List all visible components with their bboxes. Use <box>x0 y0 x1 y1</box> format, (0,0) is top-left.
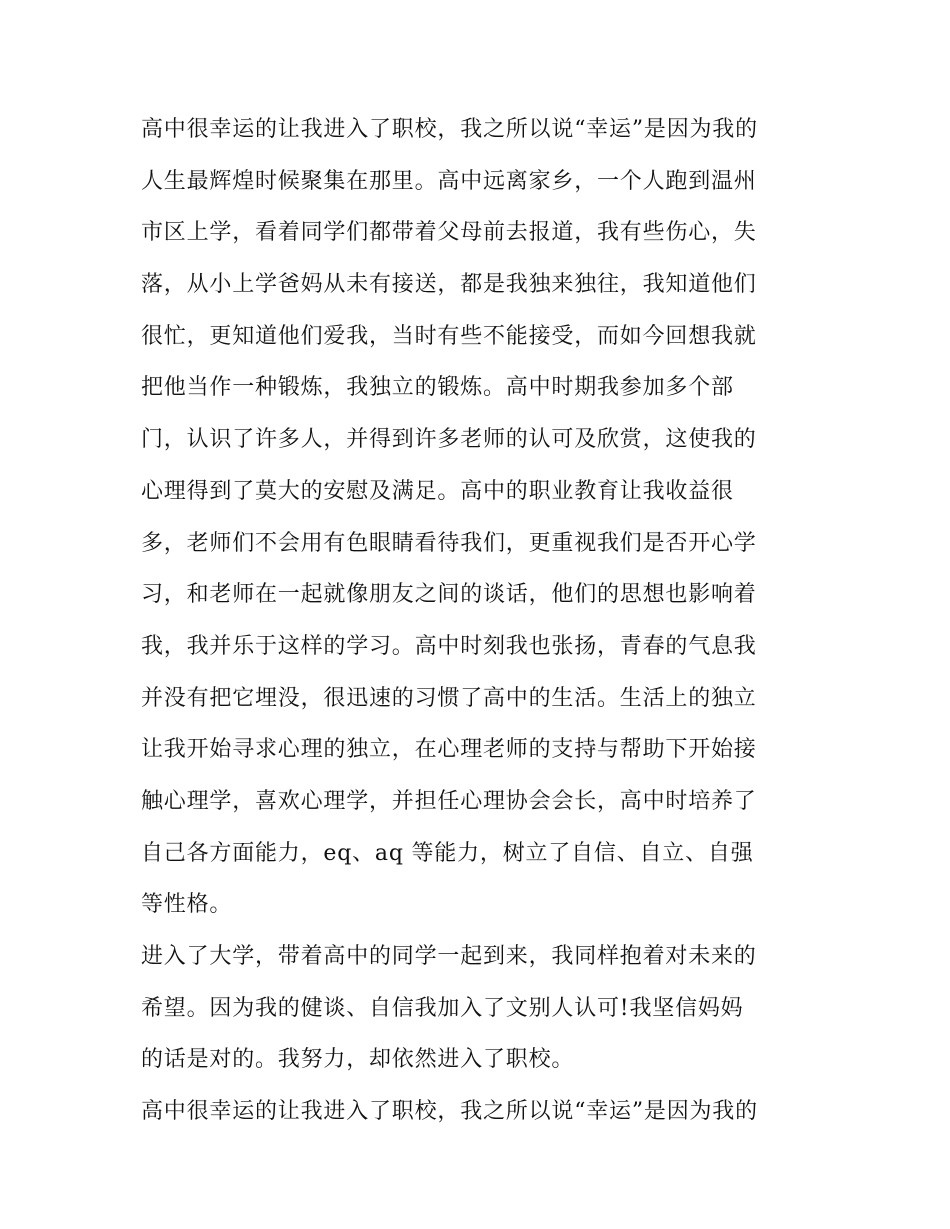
text-line: 很忙，更知道他们爱我，当时有些不能接受，而如今回想我就 <box>141 323 757 349</box>
document-body <box>141 104 831 1138</box>
text-line: 进入了大学，带着高中的同学一起到来，我同样抱着对未来的 <box>141 944 757 969</box>
text-line: 并没有把它埋没，很迅速的习惯了高中的生活。生活上的独立 <box>141 685 757 711</box>
text-line: 人生最辉煌时候聚集在那里。高中远离家乡，一个人跑到温州 <box>141 168 757 194</box>
text-line: 高中很幸运的让我进入了职校，我之所以说“幸运”是因为我的 <box>141 117 758 142</box>
text-line: 的话是对的。我努力，却依然进入了职校。 <box>141 1047 575 1073</box>
text-line: 希望。因为我的健谈、自信我加入了文别人认可!我坚信妈妈 <box>141 995 744 1021</box>
text-line: 市区上学，看着同学们都带着父母前去报道，我有些伤心，失 <box>141 220 757 246</box>
text-line: 落，从小上学爸妈从未有接送，都是我独来独往，我知道他们 <box>141 272 757 298</box>
text-line: 把他当作一种锻炼，我独立的锻炼。高中时期我参加多个部 <box>141 375 734 401</box>
text-line: 门，认识了许多人，并得到许多老师的认可及欣赏，这使我的 <box>141 427 757 453</box>
text-line: 触心理学，喜欢心理学，并担任心理协会会长，高中时培养了 <box>141 788 757 814</box>
text-line: 习，和老师在一起就像朋友之间的谈话，他们的思想也影响着 <box>141 582 757 608</box>
text-line: 多，老师们不会用有色眼睛看待我们，更重视我们是否开心学 <box>141 530 757 556</box>
text-line: 自己各方面能力，eq、aq 等能力，树立了自信、自立、自强 <box>141 840 754 866</box>
text-line: 我，我并乐于这样的学习。高中时刻我也张扬，青春的气息我 <box>141 633 757 659</box>
text-line: 心理得到了莫大的安慰及满足。高中的职业教育让我收益很 <box>141 478 734 504</box>
text-line: 让我开始寻求心理的独立，在心理老师的支持与帮助下开始接 <box>141 737 757 763</box>
text-line: 高中很幸运的让我进入了职校，我之所以说“幸运”是因为我的 <box>141 1099 758 1125</box>
text-line: 等性格。 <box>141 892 233 918</box>
